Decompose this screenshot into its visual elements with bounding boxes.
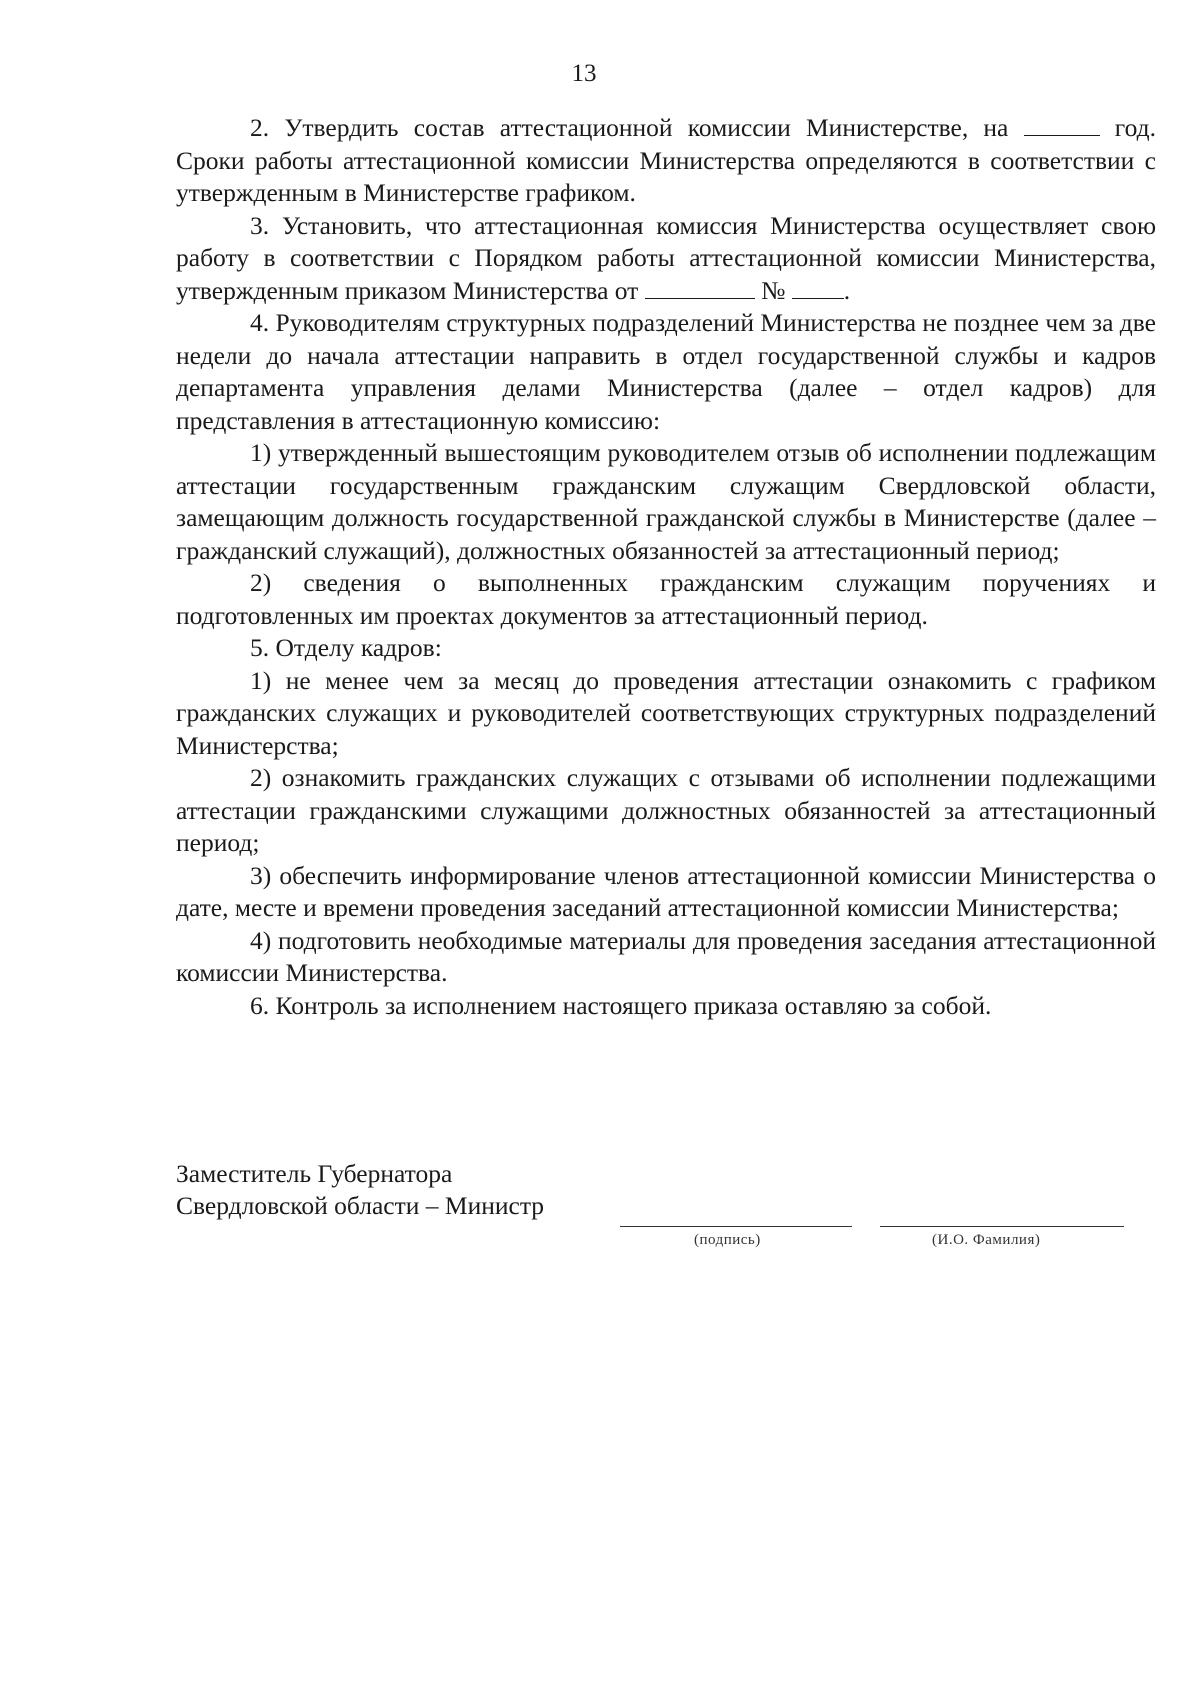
number-sign: №	[754, 275, 792, 305]
paragraph-4-item-1: 1) утвержденный вышестоящим руководителем отзыв об исполнении подлежащим аттестации государственным гражданским служащим Свердловской области, замещающим должность государственной гражданской службы в Министерстве (далее – гражданский служащий), должностных обязанностей за аттестационный период;	[176, 438, 1156, 565]
name-line	[880, 1226, 1124, 1227]
order-number-blank-field	[792, 278, 844, 299]
page-number: 13	[571, 60, 597, 87]
paragraph-5-item-3: 3) обеспечить информирование членов аттестационной комиссии Министерства о дате, месте и времени проведения заседаний аттестационной комиссии Министерства;	[176, 860, 1156, 922]
paragraph-text: 2. Утвердить состав аттестационной комиссии Министерстве, на	[250, 113, 1024, 142]
signatory-title	[176, 1158, 544, 1222]
paragraph-5-item-2: 2) ознакомить гражданских служащих с отзывами об исполнении подлежащими аттестации гражданскими служащими должностных обязанностей за аттестационный период;	[176, 763, 1156, 857]
paragraph-5-item-1: 1) не менее чем за месяц до проведения аттестации ознакомить с графиком гражданских служащих и руководителей соответствующих структурных подразделений Министерства;	[176, 665, 1156, 760]
paragraph-4-heads-of-divisions: 4. Руководителям структурных подразделений Министерства не позднее чем за две недели до начала аттестации направить в отдел государственной службы и кадров департамента управления делами Министерства (далее – отдел кадров) для представления в аттестационную комиссию:	[176, 308, 1156, 435]
paragraph-6-control: 6. Контроль за исполнением настоящего приказа оставляю за собой.	[250, 990, 992, 1020]
name-caption: (И.О. Фамилия)	[932, 1232, 1041, 1248]
paragraph-4-item-2: 2) сведения о выполненных гражданским служащим поручениях и подготовленных им проектах документов за аттестационный период.	[176, 568, 1156, 630]
signatory-title-line-2: Свердловской области – Министр	[176, 1191, 545, 1220]
order-date-blank-field	[645, 278, 755, 299]
document-body	[176, 112, 1156, 1022]
signature-caption: (подпись)	[694, 1232, 761, 1248]
paragraph-text: 3. Установить, что аттестационная комиссия Министерства осуществляет свою работу в соответствии с Порядком работы аттестационной комиссии Министерства, утвержденным приказом Министерства от	[176, 210, 1156, 305]
paragraph-2-approve-commission	[176, 112, 1156, 210]
signatory-title-line-1: Заместитель Губернатора	[176, 1159, 453, 1188]
paragraph-5-item-4: 4) подготовить необходимые материалы для проведения заседания аттестационной комиссии Министерства.	[176, 925, 1156, 987]
year-blank-field	[1024, 115, 1100, 136]
paragraph-text: год. Сроки работы аттестационной комиссии Министерства определяются в соответствии с утвержденным в Министерстве графиком.	[176, 113, 1156, 207]
signature-line	[620, 1226, 852, 1227]
paragraph-text: .	[843, 275, 851, 305]
paragraph-3-commission-work	[176, 210, 1156, 308]
paragraph-5-hr-department: 5. Отделу кадров:	[250, 633, 442, 662]
